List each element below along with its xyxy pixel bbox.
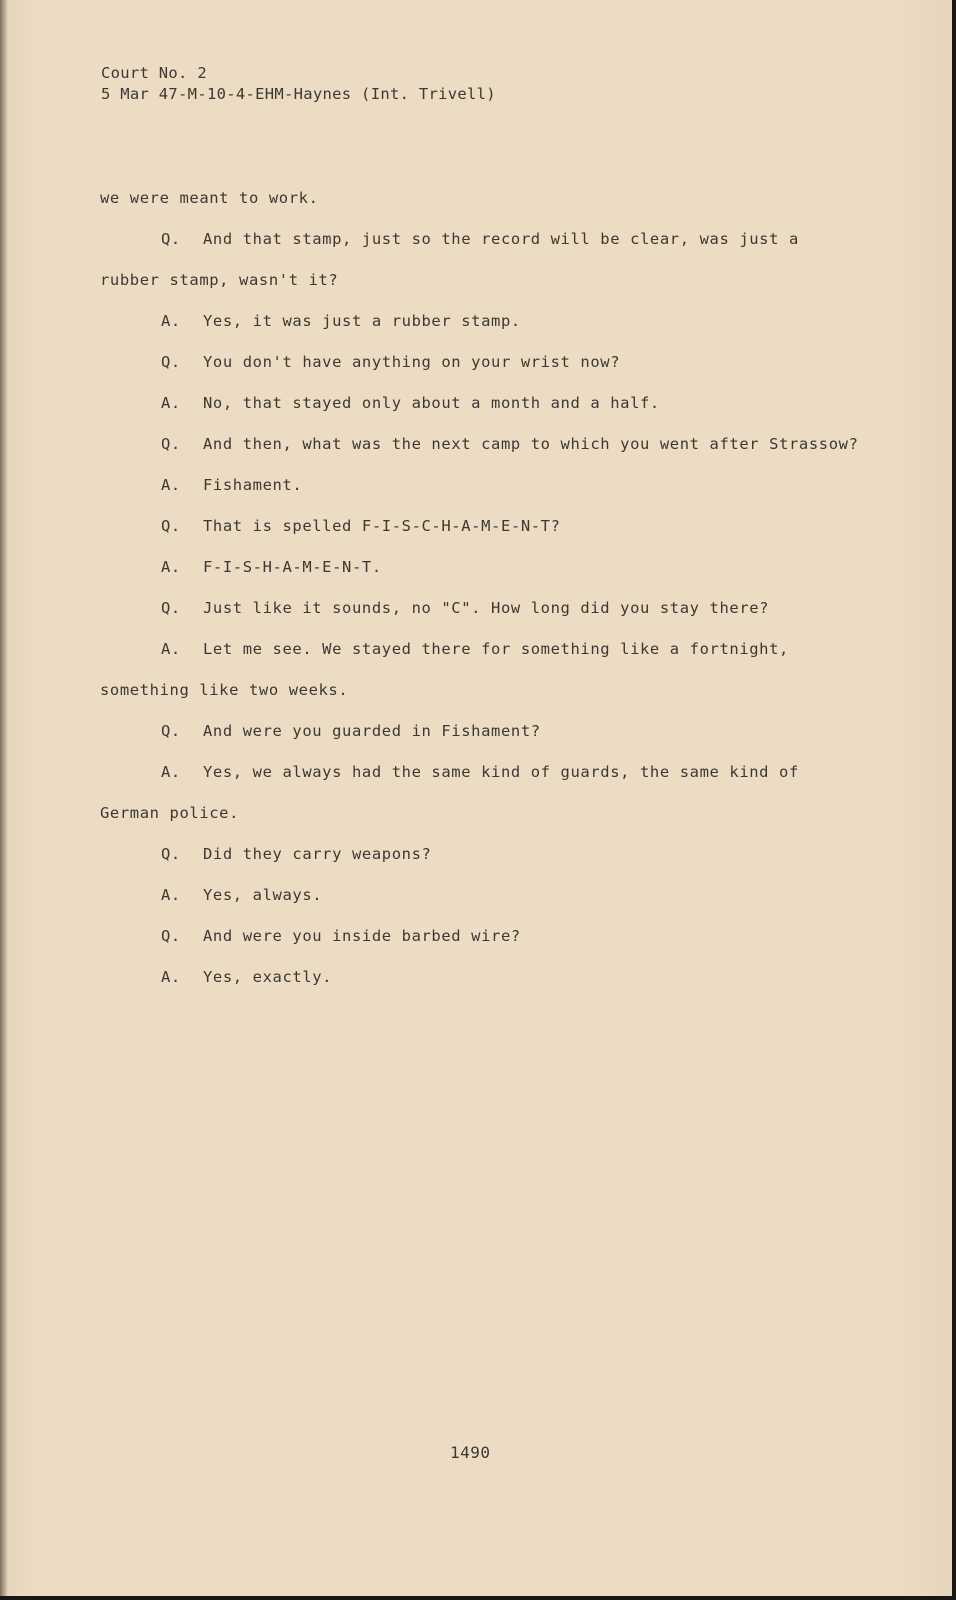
speaker-label: A. xyxy=(161,476,181,494)
speaker-label: A. xyxy=(161,640,181,658)
line-text: That is spelled F-I-S-C-H-A-M-E-N-T? xyxy=(203,517,561,535)
speaker-label: Q. xyxy=(161,599,181,617)
speaker-label: A. xyxy=(161,886,181,904)
speaker-label: Q. xyxy=(161,927,181,945)
line-text: Fishament. xyxy=(203,476,303,494)
line-text: Yes, always. xyxy=(203,886,323,904)
line-text: Did they carry weapons? xyxy=(203,845,432,863)
speaker-label: A. xyxy=(161,558,181,576)
transcript-line xyxy=(161,435,859,453)
page-edge-shadow xyxy=(0,0,8,1596)
speaker-label: A. xyxy=(161,312,181,330)
page-number: 1490 xyxy=(450,1443,491,1462)
line-text: something like two weeks. xyxy=(100,681,349,699)
transcript-line xyxy=(100,804,239,822)
line-text: Let me see. We stayed there for something like a fortnight, xyxy=(203,640,789,658)
speaker-label: A. xyxy=(161,968,181,986)
case-reference: 5 Mar 47-M-10-4-EHM-Haynes (Int. Trivell) xyxy=(101,85,496,103)
transcript-line xyxy=(161,312,521,330)
court-number: Court No. 2 xyxy=(101,64,207,82)
transcript-line xyxy=(161,517,561,535)
transcript-line xyxy=(161,599,769,617)
speaker-label: Q. xyxy=(161,517,181,535)
line-text: And were you guarded in Fishament? xyxy=(203,722,541,740)
transcript-line xyxy=(100,189,319,207)
speaker-label: A. xyxy=(161,394,181,412)
speaker-label: Q. xyxy=(161,353,181,371)
transcript-line xyxy=(100,271,338,289)
line-text: No, that stayed only about a month and a half. xyxy=(203,394,660,412)
line-text: Yes, it was just a rubber stamp. xyxy=(203,312,521,330)
line-text: And then, what was the next camp to which you went after Strassow? xyxy=(203,435,859,453)
transcript-line xyxy=(161,353,620,371)
speaker-label: Q. xyxy=(161,845,181,863)
line-text: rubber stamp, wasn't it? xyxy=(100,271,339,289)
line-text: Yes, exactly. xyxy=(203,968,333,986)
transcript-line xyxy=(161,927,521,945)
line-text: You don't have anything on your wrist now? xyxy=(203,353,621,371)
transcript-line xyxy=(161,558,382,576)
line-text: And that stamp, just so the record will be clear, was just a xyxy=(203,230,799,248)
transcript-line xyxy=(161,230,799,248)
transcript-line xyxy=(161,640,789,658)
line-text: German police. xyxy=(100,804,240,822)
speaker-label: Q. xyxy=(161,722,181,740)
speaker-label: Q. xyxy=(161,230,181,248)
line-text: Just like it sounds, no "C". How long did you stay there? xyxy=(203,599,770,617)
transcript-line xyxy=(161,845,431,863)
line-text: F-I-S-H-A-M-E-N-T. xyxy=(203,558,382,576)
transcript-line xyxy=(161,763,799,781)
transcript-line xyxy=(161,722,541,740)
transcript-line xyxy=(161,476,302,494)
transcript-line xyxy=(161,968,332,986)
transcript-line xyxy=(161,886,322,904)
speaker-label: Q. xyxy=(161,435,181,453)
transcript-line xyxy=(100,681,348,699)
line-text: we were meant to work. xyxy=(100,189,319,207)
transcript-line xyxy=(161,394,660,412)
speaker-label: A. xyxy=(161,763,181,781)
line-text: And were you inside barbed wire? xyxy=(203,927,521,945)
line-text: Yes, we always had the same kind of guards, the same kind of xyxy=(203,763,799,781)
